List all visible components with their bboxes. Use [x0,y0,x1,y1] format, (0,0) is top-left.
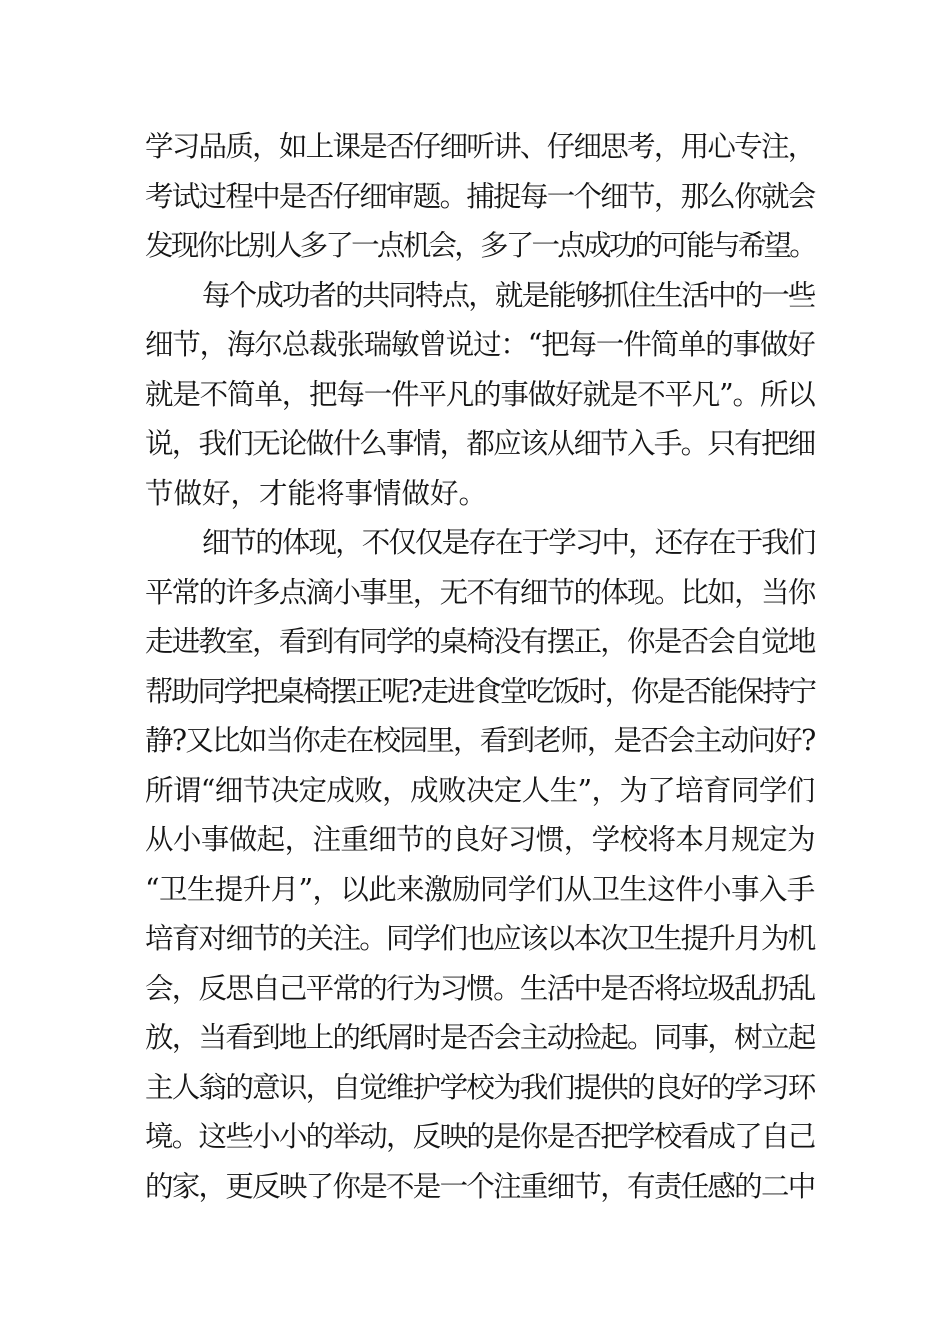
text-line: 的家，更反映了你是不是一个注重细节，有责任感的二中 [145,1169,815,1203]
text-line: 帮助同学把桌椅摆正呢?走进食堂吃饭时，你是否能保持宁 [145,674,815,708]
text-line: 所谓“细节决定成败，成败决定人生”，为了培育同学们 [145,773,815,807]
text-line: 每个成功者的共同特点，就是能够抓住生活中的一些 [202,278,815,312]
text-line: 会，反思自己平常的行为习惯。生活中是否将垃圾乱扔乱 [145,971,815,1005]
text-line: 考试过程中是否仔细审题。捕捉每一个细节，那么你就会 [145,179,815,213]
text-line: 境。这些小小的举动，反映的是你是否把学校看成了自己 [145,1120,815,1153]
text-line: 静?又比如当你走在校园里，看到老师，是否会主动问好? [145,724,815,757]
text-line: 平常的许多点滴小事里，无不有细节的体现。比如，当你 [145,575,815,609]
text-line: 发现你比别人多了一点机会，多了一点成功的可能与希望。 [145,229,816,262]
text-line: 细节，海尔总裁张瑞敏曾说过：“把每一件简单的事做好 [145,328,815,361]
text-line: 说，我们无论做什么事情，都应该从细节入手。只有把细 [145,427,815,460]
text-line: “卫生提升月”，以此来激励同学们从卫生这件小事入手 [145,872,815,906]
text-line: 细节的体现，不仅仅是存在于学习中，还存在于我们 [202,526,815,559]
text-line: 节做好，才能将事情做好。 [145,476,488,510]
text-line: 就是不简单，把每一件平凡的事做好就是不平凡”。所以 [145,377,815,411]
text-line: 放，当看到地上的纸屑时是否会主动捡起。同事，树立起 [145,1021,815,1054]
text-line: 走进教室，看到有同学的桌椅没有摆正，你是否会自觉地 [145,625,815,658]
text-line: 主人翁的意识，自觉维护学校为我们提供的良好的学习环 [145,1070,815,1104]
text-line: 学习品质，如上课是否仔细听讲、仔细思考，用心专注， [145,130,815,163]
document-body [145,122,815,1211]
text-line: 培育对细节的关注。同学们也应该以本次卫生提升月为机 [145,922,815,955]
text-line: 从小事做起，注重细节的良好习惯，学校将本月规定为 [145,823,816,856]
